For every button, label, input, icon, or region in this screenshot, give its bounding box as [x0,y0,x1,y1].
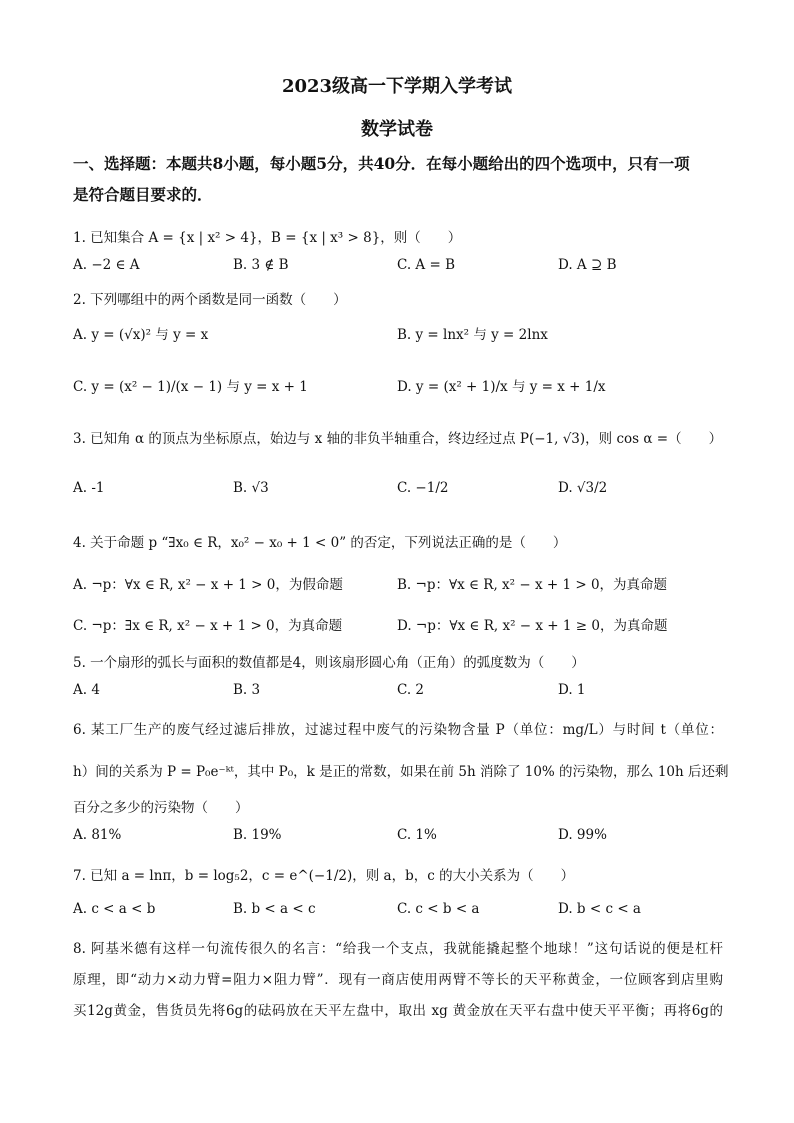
question-8-line1: 8. 阿基米德有这样一句流传很久的名言：“给我一个支点，我就能撬起整个地球！”这句话说的便是杠杆 [73,941,723,957]
question-1-option-d: D. A ⊇ B [558,257,617,273]
question-7-option-c: C. c < b < a [397,901,480,917]
question-3-option-d: D. √3/2 [558,480,608,496]
question-4-option-d: D. ¬p：∀x ∈ R, x² − x + 1 ≥ 0，为真命题 [397,618,668,634]
question-2-option-c: C. y = (x² − 1)/(x − 1) 与 y = x + 1 [73,379,308,395]
question-7-option-d: D. b < c < a [558,901,641,917]
question-2-option-d: D. y = (x² + 1)/x 与 y = x + 1/x [397,379,606,395]
question-5-option-a: A. 4 [73,682,100,698]
question-5-option-d: D. 1 [558,682,586,698]
question-6-line3: 百分之多少的污染物（ ） [73,800,249,816]
question-6-option-b: B. 19% [233,827,282,843]
question-8-line2: 原理，即“动力×动力臂=阻力×阻力臂”．现有一商店使用两臂不等长的天平称黄金，一位顾客到店里购 [73,972,723,988]
question-7-stem: 7. 已知 a = lnπ，b = log₅2，c = e^(−1/2)，则 a，b，c 的大小关系为（ ） [73,868,575,884]
exam-title: 2023级高一下学期入学考试 [281,76,513,97]
question-1-option-c: C. A = B [397,257,455,273]
question-3-option-c: C. −1/2 [397,480,449,496]
question-3-option-a: A. -1 [73,480,105,496]
question-6-option-c: C. 1% [397,827,437,843]
section-heading-line1: 一、选择题：本题共8小题，每小题5分，共40分．在每小题给出的四个选项中，只有一项 [73,154,690,173]
question-6-option-d: D. 99% [558,827,607,843]
question-3-option-b: B. √3 [233,480,269,496]
question-5-option-c: C. 2 [397,682,425,698]
section-heading-line2: 是符合题目要求的． [73,185,213,204]
question-5-stem: 5. 一个扇形的弧长与面积的数值都是4，则该扇形圆心角（正角）的弧度数为（ ） [73,655,585,671]
question-4-stem: 4. 关于命题 p “∃x₀ ∈ R，x₀² − x₀ + 1 < 0” 的否定，下列说法正确的是（ ） [73,535,567,551]
question-4-option-c: C. ¬p：∃x ∈ R, x² − x + 1 > 0，为真命题 [73,618,343,634]
question-5-option-b: B. 3 [233,682,261,698]
question-1-stem: 1. 已知集合 A = {x | x² > 4}，B = {x | x³ > 8}，则（ ） [73,230,462,246]
question-2-option-a: A. y = (√x)² 与 y = x [73,327,209,343]
question-6-option-a: A. 81% [73,827,122,843]
question-1-option-b: B. 3 ∉ B [233,257,289,273]
question-1-option-a: A. −2 ∈ A [73,257,140,273]
question-6-line1: 6. 某工厂生产的废气经过滤后排放，过滤过程中废气的污染物含量 P（单位：mg/L）与时间 t（单位： [73,722,723,738]
question-2-stem: 2. 下列哪组中的两个函数是同一函数（ ） [73,292,347,308]
question-2-option-b: B. y = lnx² 与 y = 2lnx [397,327,548,343]
question-8-line3: 买12g黄金，售货员先将6g的砝码放在天平左盘中，取出 xg 黄金放在天平右盘中使天平平衡；再将6g的 [73,1003,723,1019]
question-7-option-a: A. c < a < b [73,901,156,917]
question-3-stem: 3. 已知角 α 的顶点为坐标原点，始边与 x 轴的非负半轴重合，终边经过点 P(−1, √3)，则 cos α =（ ） [73,431,723,447]
exam-subtitle: 数学试卷 [361,119,433,140]
question-4-option-b: B. ¬p：∀x ∈ R, x² − x + 1 > 0，为真命题 [397,577,668,593]
question-4-option-a: A. ¬p：∀x ∈ R, x² − x + 1 > 0，为假命题 [73,577,343,593]
question-6-line2: h）间的关系为 P = P₀e⁻ᵏᵗ，其中 P₀，k 是正的常数，如果在前 5h 消除了 10% 的污染物，那么 10h 后还剩 [73,764,729,780]
question-7-option-b: B. b < a < c [233,901,316,917]
